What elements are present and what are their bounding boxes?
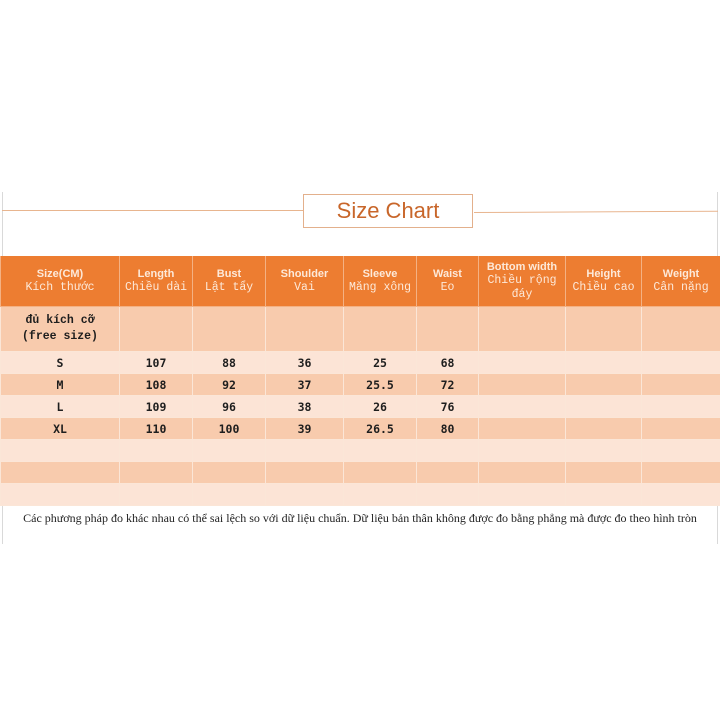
header-label-vi: Cân nặng <box>653 280 709 294</box>
header-label-vi: Măng xông <box>348 280 412 294</box>
header-size <box>1 256 120 307</box>
cell-weight <box>642 307 720 352</box>
page-title: Size Chart <box>303 194 473 228</box>
cell-sleeve: 26.5 <box>344 418 417 440</box>
header-label-vi: Vai <box>294 280 315 294</box>
cell-height <box>566 352 642 374</box>
cell-shoulder <box>266 307 344 352</box>
cell-waist <box>417 307 479 352</box>
empty-cell <box>120 484 193 506</box>
cell-shoulder: 37 <box>266 374 344 396</box>
table-row <box>1 352 720 374</box>
cell-sleeve: 26 <box>344 396 417 418</box>
table-row <box>1 418 720 440</box>
empty-cell <box>120 440 193 462</box>
cell-height <box>566 374 642 396</box>
empty-cell <box>266 484 344 506</box>
free-size-label-en: (free size) <box>22 330 98 343</box>
table-row-free-size <box>1 307 720 352</box>
cell-size: S <box>1 352 120 374</box>
header-label-vi: Chiều cao <box>572 280 635 294</box>
table-row <box>1 374 720 396</box>
header-height <box>566 256 642 307</box>
header-label-vi: Eo <box>440 280 455 294</box>
empty-cell <box>566 462 642 484</box>
empty-cell <box>193 484 266 506</box>
header-bottom-width <box>479 256 566 307</box>
size-table <box>0 256 720 506</box>
empty-cell <box>193 462 266 484</box>
empty-cell <box>642 440 720 462</box>
title-divider-right <box>474 211 718 213</box>
cell-waist: 80 <box>417 418 479 440</box>
measurement-disclaimer: Các phương pháp đo khác nhau có thể sai lệch so với dữ liệu chuẩn. Dữ liệu bản thân không được đo bằng phẳng mà được đo theo hình tròn <box>23 511 697 525</box>
header-label-en: Length <box>137 267 175 280</box>
table-row <box>1 396 720 418</box>
empty-cell <box>417 462 479 484</box>
cell-bottom-width <box>479 352 566 374</box>
table-row-empty <box>1 440 720 462</box>
cell-size: XL <box>1 418 120 440</box>
cell-shoulder: 38 <box>266 396 344 418</box>
empty-cell <box>479 484 566 506</box>
empty-cell <box>1 440 120 462</box>
header-label-en: Waist <box>433 267 462 280</box>
empty-cell <box>479 440 566 462</box>
cell-bottom-width <box>479 418 566 440</box>
cell-length: 107 <box>120 352 193 374</box>
cell-size <box>1 307 120 352</box>
cell-weight <box>642 418 720 440</box>
cell-sleeve: 25 <box>344 352 417 374</box>
header-label-vi: Kích thước <box>25 280 95 294</box>
header-shoulder <box>266 256 344 307</box>
cell-bust: 92 <box>193 374 266 396</box>
cell-length: 109 <box>120 396 193 418</box>
empty-cell <box>1 484 120 506</box>
cell-waist: 72 <box>417 374 479 396</box>
cell-size: M <box>1 374 120 396</box>
header-label-vi: Chiều dài <box>124 280 188 294</box>
header-label-en: Bottom width <box>486 260 558 273</box>
table-header-row <box>1 256 720 307</box>
empty-cell <box>642 462 720 484</box>
header-length <box>120 256 193 307</box>
empty-cell <box>344 484 417 506</box>
cell-bust: 88 <box>193 352 266 374</box>
cell-shoulder: 36 <box>266 352 344 374</box>
header-label-vi: Chiều rộng đáy <box>487 273 557 301</box>
empty-cell <box>344 462 417 484</box>
cell-waist: 76 <box>417 396 479 418</box>
header-label-en: Weight <box>662 267 700 280</box>
cell-height <box>566 418 642 440</box>
cell-length: 108 <box>120 374 193 396</box>
empty-cell <box>479 462 566 484</box>
empty-cell <box>266 440 344 462</box>
cell-height <box>566 307 642 352</box>
cell-weight <box>642 352 720 374</box>
cell-shoulder: 39 <box>266 418 344 440</box>
empty-cell <box>566 484 642 506</box>
cell-weight <box>642 396 720 418</box>
cell-bottom-width <box>479 374 566 396</box>
empty-cell <box>266 462 344 484</box>
header-label-en: Size(CM) <box>36 267 84 280</box>
cell-bottom-width <box>479 396 566 418</box>
empty-cell <box>1 462 120 484</box>
header-label-vi: Lật tẩy <box>204 280 254 294</box>
table-row-empty <box>1 484 720 506</box>
cell-weight <box>642 374 720 396</box>
cell-length: 110 <box>120 418 193 440</box>
header-label-en: Bust <box>216 267 242 280</box>
cell-waist: 68 <box>417 352 479 374</box>
header-label-en: Sleeve <box>362 267 398 280</box>
cell-bust: 100 <box>193 418 266 440</box>
title-divider-left <box>2 210 304 211</box>
header-weight <box>642 256 720 307</box>
empty-cell <box>566 440 642 462</box>
cell-size: L <box>1 396 120 418</box>
empty-cell <box>344 440 417 462</box>
header-label-en: Shoulder <box>280 267 329 280</box>
cell-sleeve <box>344 307 417 352</box>
table-row-empty <box>1 462 720 484</box>
cell-bust <box>193 307 266 352</box>
empty-cell <box>120 462 193 484</box>
empty-cell <box>417 440 479 462</box>
empty-cell <box>417 484 479 506</box>
header-waist <box>417 256 479 307</box>
free-size-label-vi: đủ kích cỡ <box>25 314 95 327</box>
empty-cell <box>642 484 720 506</box>
cell-bust: 96 <box>193 396 266 418</box>
cell-length <box>120 307 193 352</box>
cell-sleeve: 25.5 <box>344 374 417 396</box>
header-label-en: Height <box>586 267 621 280</box>
cell-height <box>566 396 642 418</box>
header-bust <box>193 256 266 307</box>
cell-bottom-width <box>479 307 566 352</box>
empty-cell <box>193 440 266 462</box>
header-sleeve <box>344 256 417 307</box>
